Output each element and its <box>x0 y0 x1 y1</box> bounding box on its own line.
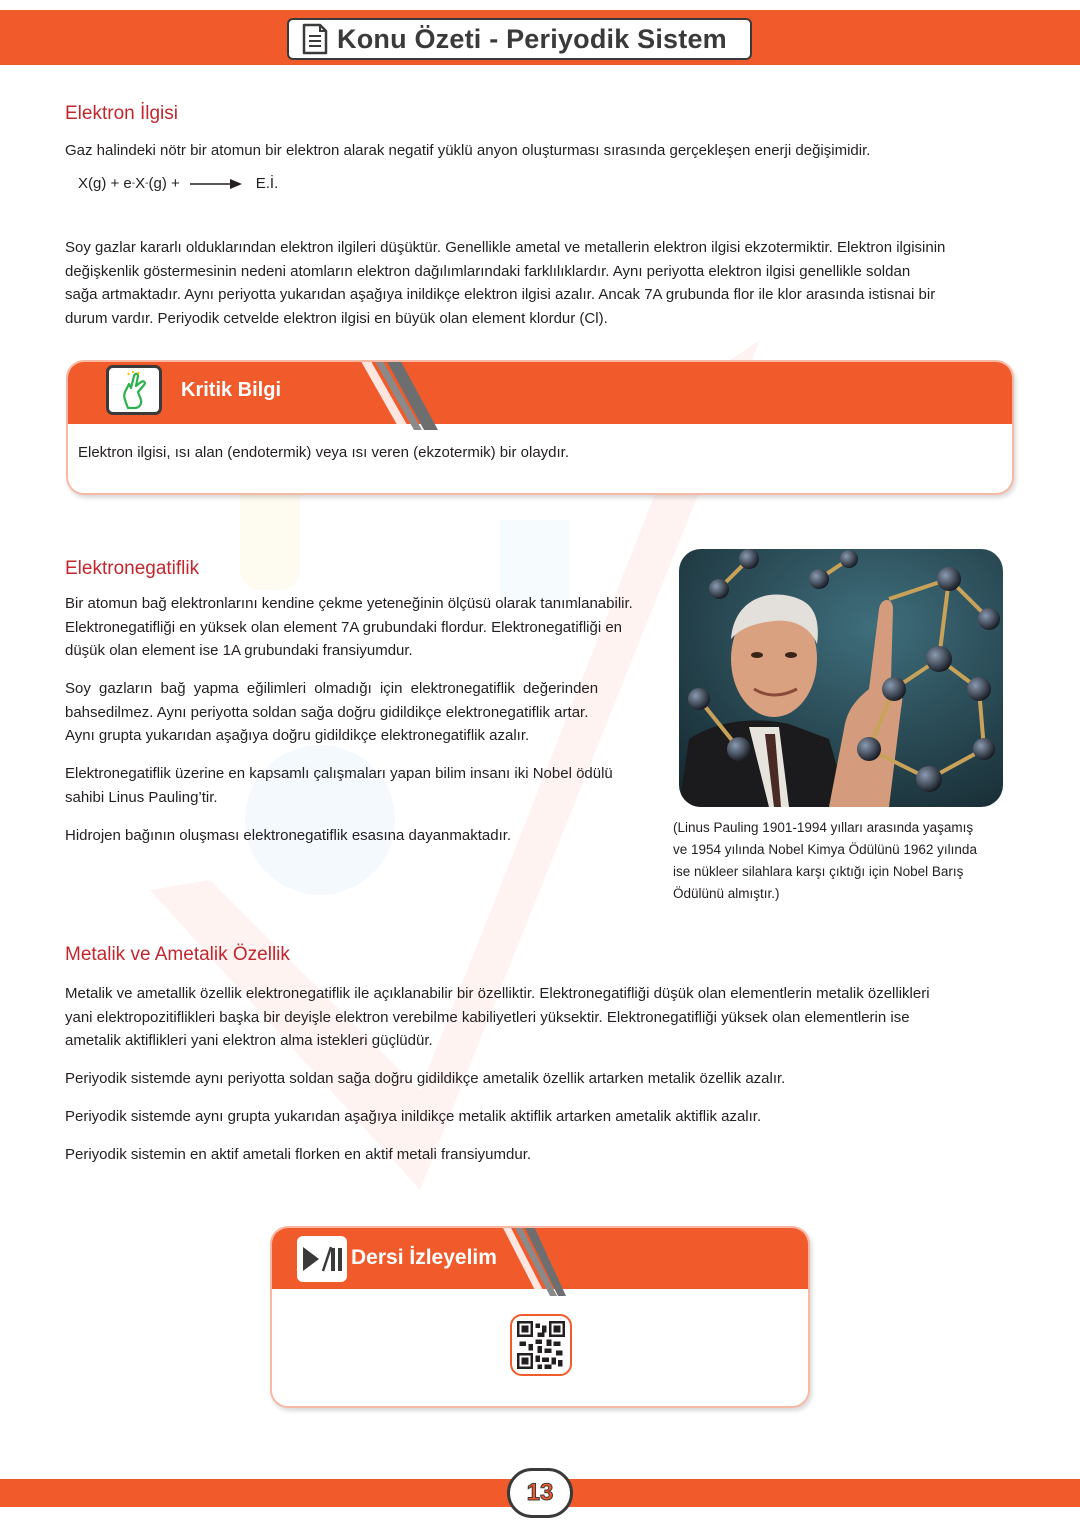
paragraph-line: Elektronegatifliği en yüksek olan element 7A grubundaki flordur. Elektronegatifliği en <box>65 618 623 636</box>
caption-line: Ödülünü almıştır.) <box>673 886 780 901</box>
critical-info-title: Kritik Bilgi <box>181 379 282 401</box>
critical-info-text: Elektron ilgisi, ısı alan (endotermik) veya ısı veren (ekzotermik) bir olaydır. <box>78 444 570 461</box>
paragraph-line: düşük olan element ise 1A grubundaki fransiyumdur. <box>65 642 413 659</box>
paragraph-line: yani elektropozitiflikleri başka bir deyişle elektron verebilme kabiliyetleri yüksektir. Elektronegatifliği yüksek olan elementlerin ise <box>65 1008 910 1026</box>
play-pause-icon[interactable] <box>297 1236 347 1282</box>
document-icon <box>301 23 329 55</box>
watch-lesson-title: Dersi İzleyelim <box>351 1246 497 1269</box>
linus-pauling-photo <box>679 549 1003 807</box>
paragraph-line: Periyodik sistemin en aktif ametali florken en aktif metali fransiyumdur. <box>65 1146 532 1163</box>
page-number: 13 <box>507 1468 573 1518</box>
paragraph-line: değişkenlik göstermesinin nedeni atomların elektron dağılımlarındaki farklılıklardır. Aynı periyotta elektron ilgisi genellikle soldan <box>65 262 911 280</box>
qr-code[interactable] <box>510 1314 572 1376</box>
paragraph-line: Aynı grupta yukarıdan aşağıya doğru gidildikçe elektronegatiflik azalır. <box>65 727 530 744</box>
electronegativity-paragraph-1 <box>65 592 667 663</box>
paragraph-line: sahibi Linus Pauling’tir. <box>65 788 218 806</box>
decorative-stripes <box>358 360 438 430</box>
electronegativity-paragraph-4 <box>65 824 667 848</box>
caption-line: ve 1954 yılında Nobel Kimya Ödülünü 1962 yılında <box>673 842 977 857</box>
heading-electron-affinity: Elektron İlgisi <box>65 103 178 124</box>
definition-line: Gaz halindeki nötr bir atomun bir elektron alarak negatif yüklü anyon oluşturması sırasında gerçekleşen enerji değişimidir. <box>65 142 871 159</box>
paragraph-line: bahsedilmez. Aynı periyotta soldan sağa doğru gidildikçe elektronegatiflik artar. <box>65 703 589 721</box>
paragraph-line: Soy gazlar kararlı olduklarından elektron ilgileri düşüktür. Genellikle ametal ve metallerin elektron ilgisi ekzotermiktir. Elektron ilgisinin <box>65 239 946 256</box>
critical-info-box <box>66 360 1014 495</box>
paragraph-line: Hidrojen bağının oluşması elektronegatiflik esasına dayanmaktadır. <box>65 827 512 844</box>
reaction-arrow-icon <box>190 179 242 189</box>
page-title: Konu Özeti - Periyodik Sistem <box>337 23 727 54</box>
equation-left: X(g) + e <box>78 175 132 192</box>
electron-affinity-equation <box>78 175 278 192</box>
equation-product: E.İ. <box>255 175 279 192</box>
hand-snap-icon <box>106 365 162 415</box>
paragraph-line: Elektronegatiflik üzerine en kapsamlı çalışmaları yapan bilim insanı iki Nobel ödülü <box>65 765 613 782</box>
paragraph-line: ametalik aktiflikleri yani elektron alma istekleri güçlüdür. <box>65 1032 433 1049</box>
metallic-paragraph-4 <box>65 1143 1015 1167</box>
paragraph-line: Periyodik sistemde aynı grupta yukarıdan aşağıya inildikçe metalik aktiflik artarken ametalik aktiflik azalır. <box>65 1108 762 1125</box>
equation-mid-sup: - <box>145 178 149 189</box>
electron-affinity-paragraph <box>65 236 1015 330</box>
photo-caption <box>673 817 1014 905</box>
decorative-stripes <box>500 1226 566 1296</box>
metallic-paragraph-1 <box>65 982 1015 1053</box>
electron-affinity-definition <box>65 139 1015 163</box>
electronegativity-paragraph-3 <box>65 762 667 809</box>
metallic-paragraph-3 <box>65 1105 1015 1129</box>
electronegativity-paragraph-2 <box>65 677 667 748</box>
paragraph-line: sağa artmaktadır. Aynı periyotta yukarıdan aşağıya inildikçe elektron ilgisi azalır. Ancak 7A grubunda flor ile klor arasında istisnai bir <box>65 286 936 303</box>
watch-lesson-box <box>270 1226 810 1408</box>
heading-metallic: Metalik ve Ametalik Özellik <box>65 944 290 965</box>
paragraph-line: Bir atomun bağ elektronlarını kendine çekme yeteneğinin ölçüsü olarak tanımlanabilir. <box>65 595 633 612</box>
caption-line: ise nükleer silahlara karşı çıktığı için Nobel Barış <box>673 864 964 879</box>
equation-left-sup: - <box>131 178 136 189</box>
paragraph-line: Metalik ve ametallik özellik elektronegatiflik ile açıklanabilir bir özelliktir. Elektronegatifliği düşük olan elementlerin metalik özellikleri <box>65 985 930 1002</box>
equation-right: (g) + <box>148 175 180 192</box>
heading-electronegativity: Elektronegatiflik <box>65 558 200 579</box>
paragraph-line: durum vardır. Periyodik cetvelde elektron ilgisi en büyük olan element klordur (Cl). <box>65 309 608 327</box>
equation-mid: X <box>135 175 146 192</box>
paragraph-line: Periyodik sistemde aynı periyotta soldan sağa doğru gidildikçe ametalik özellik artarken metalik özellik azalır. <box>65 1070 786 1087</box>
caption-line: (Linus Pauling 1901-1994 yılları arasında yaşamış <box>673 820 974 835</box>
metallic-paragraph-2 <box>65 1067 1015 1091</box>
paragraph-line: Soy gazların bağ yapma eğilimleri olmadığı için elektronegatiflik değerinden <box>65 680 599 697</box>
page-title-box <box>287 18 752 60</box>
